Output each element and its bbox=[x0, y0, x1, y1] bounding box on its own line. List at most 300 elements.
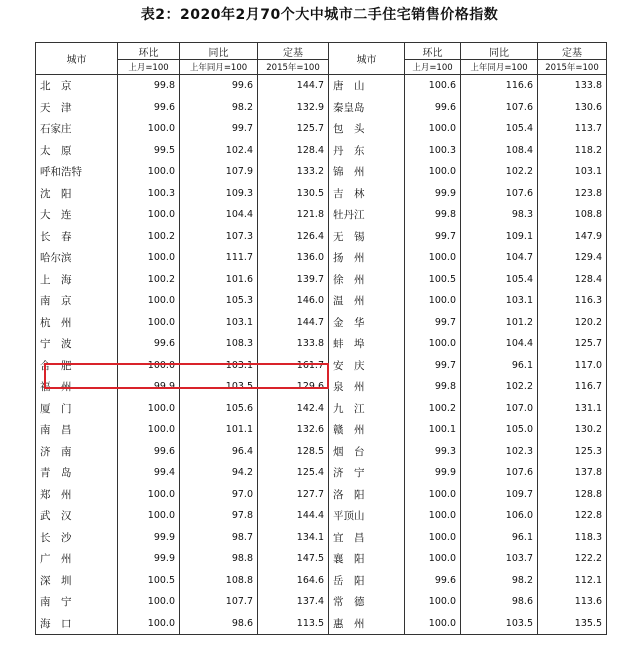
header-fixed-left: 定基 bbox=[258, 43, 329, 60]
yoy-value-right: 116.6 bbox=[461, 75, 538, 97]
mom-value-left: 100.0 bbox=[118, 419, 180, 441]
yoy-value-left: 98.6 bbox=[180, 613, 258, 635]
city-name-right bbox=[329, 290, 405, 312]
yoy-value-right: 105.0 bbox=[461, 419, 538, 441]
header-yoy-base-left: 上年同月=100 bbox=[180, 60, 258, 75]
fixed-value-right: 130.6 bbox=[538, 97, 607, 119]
mom-value-right: 100.0 bbox=[405, 290, 461, 312]
fixed-value-left: 147.5 bbox=[258, 548, 329, 570]
city-name-left bbox=[36, 140, 118, 162]
mom-value-left: 99.6 bbox=[118, 97, 180, 119]
mom-value-right: 99.3 bbox=[405, 441, 461, 463]
yoy-value-right: 105.4 bbox=[461, 118, 538, 140]
table-row bbox=[36, 484, 607, 506]
fixed-value-left: 113.5 bbox=[258, 613, 329, 635]
table-row bbox=[36, 398, 607, 420]
city-name-right bbox=[329, 226, 405, 248]
price-index-table bbox=[35, 42, 607, 635]
yoy-value-right: 103.1 bbox=[461, 290, 538, 312]
city-label: 无 锡 bbox=[333, 230, 365, 243]
mom-value-left: 99.9 bbox=[118, 376, 180, 398]
fixed-value-right: 122.2 bbox=[538, 548, 607, 570]
header-mom-right: 环比 bbox=[405, 43, 461, 60]
city-label: 唐 山 bbox=[333, 80, 365, 93]
city-label: 秦皇岛 bbox=[333, 101, 365, 114]
table-row bbox=[36, 75, 607, 97]
fixed-value-right: 113.7 bbox=[538, 118, 607, 140]
table-row bbox=[36, 462, 607, 484]
mom-value-left: 100.0 bbox=[118, 247, 180, 269]
header-yoy-base-right: 上年同月=100 bbox=[461, 60, 538, 75]
city-label: 温 州 bbox=[333, 295, 365, 308]
city-label: 南 昌 bbox=[40, 424, 72, 437]
table-row bbox=[36, 290, 607, 312]
city-name-right bbox=[329, 355, 405, 377]
city-name-right bbox=[329, 161, 405, 183]
city-label: 杭 州 bbox=[40, 316, 72, 329]
fixed-value-left: 134.1 bbox=[258, 527, 329, 549]
yoy-value-right: 102.3 bbox=[461, 441, 538, 463]
city-name-left bbox=[36, 398, 118, 420]
mom-value-left: 99.5 bbox=[118, 140, 180, 162]
mom-value-right: 100.1 bbox=[405, 419, 461, 441]
fixed-value-right: 103.1 bbox=[538, 161, 607, 183]
city-label: 襄 阳 bbox=[333, 553, 365, 566]
yoy-value-left: 109.3 bbox=[180, 183, 258, 205]
city-label: 呼和浩特 bbox=[40, 166, 82, 179]
mom-value-left: 100.0 bbox=[118, 591, 180, 613]
yoy-value-right: 108.4 bbox=[461, 140, 538, 162]
mom-value-left: 99.9 bbox=[118, 548, 180, 570]
header-city-right: 城市 bbox=[329, 43, 405, 75]
fixed-value-right: 118.2 bbox=[538, 140, 607, 162]
city-name-right bbox=[329, 591, 405, 613]
city-name-left bbox=[36, 613, 118, 635]
yoy-value-right: 104.7 bbox=[461, 247, 538, 269]
fixed-value-left: 137.4 bbox=[258, 591, 329, 613]
city-label: 沈 阳 bbox=[40, 187, 72, 200]
city-label: 长 春 bbox=[40, 230, 72, 243]
yoy-value-left: 103.1 bbox=[180, 312, 258, 334]
yoy-value-left: 107.3 bbox=[180, 226, 258, 248]
fixed-value-right: 117.0 bbox=[538, 355, 607, 377]
mom-value-right: 100.3 bbox=[405, 140, 461, 162]
city-name-left bbox=[36, 462, 118, 484]
mom-value-right: 99.6 bbox=[405, 97, 461, 119]
table-row bbox=[36, 97, 607, 119]
city-name-left bbox=[36, 548, 118, 570]
city-name-left bbox=[36, 527, 118, 549]
yoy-value-right: 104.4 bbox=[461, 333, 538, 355]
yoy-value-left: 98.8 bbox=[180, 548, 258, 570]
fixed-value-left: 126.4 bbox=[258, 226, 329, 248]
table-row bbox=[36, 312, 607, 334]
fixed-value-right: 112.1 bbox=[538, 570, 607, 592]
city-name-right bbox=[329, 462, 405, 484]
city-label: 平顶山 bbox=[333, 510, 365, 523]
yoy-value-right: 109.7 bbox=[461, 484, 538, 506]
fixed-value-left: 144.7 bbox=[258, 312, 329, 334]
mom-value-left: 100.0 bbox=[118, 312, 180, 334]
fixed-value-left: 125.7 bbox=[258, 118, 329, 140]
fixed-value-right: 122.8 bbox=[538, 505, 607, 527]
yoy-value-right: 109.1 bbox=[461, 226, 538, 248]
city-label: 长 沙 bbox=[40, 531, 72, 544]
fixed-value-left: 129.6 bbox=[258, 376, 329, 398]
yoy-value-right: 103.7 bbox=[461, 548, 538, 570]
fixed-value-left: 144.7 bbox=[258, 75, 329, 97]
city-label: 哈尔滨 bbox=[40, 252, 72, 265]
fixed-value-left: 139.7 bbox=[258, 269, 329, 291]
fixed-value-right: 113.6 bbox=[538, 591, 607, 613]
header-mom-base-right: 上月=100 bbox=[405, 60, 461, 75]
table-row bbox=[36, 441, 607, 463]
header-mom-base-left: 上月=100 bbox=[118, 60, 180, 75]
yoy-value-left: 105.3 bbox=[180, 290, 258, 312]
city-label: 上 海 bbox=[40, 273, 72, 286]
header-fixed-base-right: 2015年=100 bbox=[538, 60, 607, 75]
yoy-value-left: 108.8 bbox=[180, 570, 258, 592]
city-name-right bbox=[329, 548, 405, 570]
city-name-left bbox=[36, 269, 118, 291]
city-label: 南 宁 bbox=[40, 596, 72, 609]
yoy-value-left: 105.6 bbox=[180, 398, 258, 420]
city-label: 洛 阳 bbox=[333, 488, 365, 501]
fixed-value-left: 132.9 bbox=[258, 97, 329, 119]
city-name-left bbox=[36, 376, 118, 398]
yoy-value-right: 98.3 bbox=[461, 204, 538, 226]
fixed-value-left: 136.0 bbox=[258, 247, 329, 269]
city-label: 宁 波 bbox=[40, 338, 72, 351]
fixed-value-right: 108.8 bbox=[538, 204, 607, 226]
fixed-value-right: 123.8 bbox=[538, 183, 607, 205]
city-label: 石家庄 bbox=[40, 123, 72, 136]
city-name-left bbox=[36, 75, 118, 97]
mom-value-left: 100.2 bbox=[118, 226, 180, 248]
mom-value-right: 100.0 bbox=[405, 591, 461, 613]
mom-value-left: 100.0 bbox=[118, 398, 180, 420]
mom-value-left: 99.6 bbox=[118, 441, 180, 463]
city-label: 蚌 埠 bbox=[333, 338, 365, 351]
city-name-right bbox=[329, 419, 405, 441]
mom-value-left: 100.0 bbox=[118, 118, 180, 140]
yoy-value-left: 94.2 bbox=[180, 462, 258, 484]
fixed-value-right: 130.2 bbox=[538, 419, 607, 441]
table-row bbox=[36, 269, 607, 291]
table-row bbox=[36, 505, 607, 527]
yoy-value-left: 103.1 bbox=[180, 355, 258, 377]
city-label: 安 庆 bbox=[333, 359, 365, 372]
mom-value-right: 99.9 bbox=[405, 183, 461, 205]
mom-value-right: 100.0 bbox=[405, 118, 461, 140]
yoy-value-right: 98.2 bbox=[461, 570, 538, 592]
table-row bbox=[36, 419, 607, 441]
city-label: 太 原 bbox=[40, 144, 72, 157]
yoy-value-right: 106.0 bbox=[461, 505, 538, 527]
city-name-right bbox=[329, 247, 405, 269]
mom-value-left: 99.8 bbox=[118, 75, 180, 97]
fixed-value-left: 121.8 bbox=[258, 204, 329, 226]
city-label: 济 宁 bbox=[333, 467, 365, 480]
fixed-value-left: 142.4 bbox=[258, 398, 329, 420]
city-label: 牡丹江 bbox=[333, 209, 365, 222]
header-yoy-left: 同比 bbox=[180, 43, 258, 60]
city-label: 徐 州 bbox=[333, 273, 365, 286]
city-label: 九 江 bbox=[333, 402, 365, 415]
fixed-value-right: 137.8 bbox=[538, 462, 607, 484]
city-name-right bbox=[329, 613, 405, 635]
mom-value-right: 100.6 bbox=[405, 75, 461, 97]
mom-value-left: 100.2 bbox=[118, 269, 180, 291]
yoy-value-left: 97.0 bbox=[180, 484, 258, 506]
mom-value-right: 99.7 bbox=[405, 226, 461, 248]
header-mom-left: 环比 bbox=[118, 43, 180, 60]
mom-value-right: 99.7 bbox=[405, 355, 461, 377]
header-yoy-right: 同比 bbox=[461, 43, 538, 60]
table-row bbox=[36, 161, 607, 183]
table-row bbox=[36, 333, 607, 355]
mom-value-right: 100.0 bbox=[405, 505, 461, 527]
mom-value-left: 100.0 bbox=[118, 204, 180, 226]
fixed-value-left: 125.4 bbox=[258, 462, 329, 484]
city-label: 泉 州 bbox=[333, 381, 365, 394]
yoy-value-right: 96.1 bbox=[461, 355, 538, 377]
fixed-value-right: 120.2 bbox=[538, 312, 607, 334]
city-name-right bbox=[329, 312, 405, 334]
yoy-value-right: 102.2 bbox=[461, 376, 538, 398]
city-name-left bbox=[36, 226, 118, 248]
city-name-left bbox=[36, 570, 118, 592]
yoy-value-right: 96.1 bbox=[461, 527, 538, 549]
city-label: 厦 门 bbox=[40, 402, 72, 415]
fixed-value-left: 128.5 bbox=[258, 441, 329, 463]
fixed-value-right: 118.3 bbox=[538, 527, 607, 549]
city-name-left bbox=[36, 204, 118, 226]
yoy-value-left: 101.1 bbox=[180, 419, 258, 441]
city-name-left bbox=[36, 484, 118, 506]
city-name-right bbox=[329, 75, 405, 97]
fixed-value-right: 131.1 bbox=[538, 398, 607, 420]
table-row bbox=[36, 118, 607, 140]
city-label: 宜 昌 bbox=[333, 531, 365, 544]
city-label: 济 南 bbox=[40, 445, 72, 458]
mom-value-right: 100.0 bbox=[405, 484, 461, 506]
city-name-right bbox=[329, 204, 405, 226]
city-label: 南 京 bbox=[40, 295, 72, 308]
city-name-right bbox=[329, 484, 405, 506]
city-name-left bbox=[36, 355, 118, 377]
fixed-value-right: 129.4 bbox=[538, 247, 607, 269]
city-label: 海 口 bbox=[40, 617, 72, 630]
city-name-left bbox=[36, 161, 118, 183]
yoy-value-right: 102.2 bbox=[461, 161, 538, 183]
mom-value-right: 100.0 bbox=[405, 548, 461, 570]
mom-value-left: 100.0 bbox=[118, 505, 180, 527]
fixed-value-left: 130.5 bbox=[258, 183, 329, 205]
fixed-value-left: 144.4 bbox=[258, 505, 329, 527]
yoy-value-left: 104.4 bbox=[180, 204, 258, 226]
fixed-value-left: 146.0 bbox=[258, 290, 329, 312]
yoy-value-left: 96.4 bbox=[180, 441, 258, 463]
yoy-value-left: 98.7 bbox=[180, 527, 258, 549]
fixed-value-right: 147.9 bbox=[538, 226, 607, 248]
city-label: 天 津 bbox=[40, 101, 72, 114]
table-row bbox=[36, 226, 607, 248]
city-name-right bbox=[329, 97, 405, 119]
city-name-right bbox=[329, 505, 405, 527]
table-row bbox=[36, 247, 607, 269]
yoy-value-right: 101.2 bbox=[461, 312, 538, 334]
city-label: 青 岛 bbox=[40, 467, 72, 480]
city-label: 烟 台 bbox=[333, 445, 365, 458]
city-label: 包 头 bbox=[333, 123, 365, 136]
city-label: 武 汉 bbox=[40, 510, 72, 523]
mom-value-left: 100.0 bbox=[118, 161, 180, 183]
city-name-left bbox=[36, 441, 118, 463]
table-row bbox=[36, 140, 607, 162]
table-row bbox=[36, 613, 607, 635]
mom-value-left: 99.9 bbox=[118, 527, 180, 549]
fixed-value-left: 133.8 bbox=[258, 333, 329, 355]
city-label: 扬 州 bbox=[333, 252, 365, 265]
city-name-left bbox=[36, 118, 118, 140]
fixed-value-right: 125.3 bbox=[538, 441, 607, 463]
city-label: 吉 林 bbox=[333, 187, 365, 200]
city-label: 丹 东 bbox=[333, 144, 365, 157]
fixed-value-left: 161.7 bbox=[258, 355, 329, 377]
city-label: 郑 州 bbox=[40, 488, 72, 501]
fixed-value-right: 133.8 bbox=[538, 75, 607, 97]
mom-value-right: 99.8 bbox=[405, 204, 461, 226]
city-label: 福 州 bbox=[40, 381, 72, 394]
mom-value-left: 99.4 bbox=[118, 462, 180, 484]
yoy-value-left: 99.7 bbox=[180, 118, 258, 140]
fixed-value-right: 128.4 bbox=[538, 269, 607, 291]
mom-value-left: 100.0 bbox=[118, 613, 180, 635]
yoy-value-left: 98.2 bbox=[180, 97, 258, 119]
header-fixed-base-left: 2015年=100 bbox=[258, 60, 329, 75]
city-name-right bbox=[329, 376, 405, 398]
city-name-left bbox=[36, 290, 118, 312]
fixed-value-left: 132.6 bbox=[258, 419, 329, 441]
yoy-value-left: 108.3 bbox=[180, 333, 258, 355]
yoy-value-right: 107.6 bbox=[461, 462, 538, 484]
city-name-right bbox=[329, 183, 405, 205]
fixed-value-right: 135.5 bbox=[538, 613, 607, 635]
fixed-value-left: 127.7 bbox=[258, 484, 329, 506]
yoy-value-right: 107.0 bbox=[461, 398, 538, 420]
city-label: 金 华 bbox=[333, 316, 365, 329]
mom-value-right: 100.5 bbox=[405, 269, 461, 291]
yoy-value-right: 107.6 bbox=[461, 97, 538, 119]
mom-value-right: 99.9 bbox=[405, 462, 461, 484]
mom-value-right: 100.2 bbox=[405, 398, 461, 420]
table-title: 表2：2020年2月70个大中城市二手住宅销售价格指数 bbox=[140, 7, 499, 23]
city-name-right bbox=[329, 441, 405, 463]
city-name-right bbox=[329, 570, 405, 592]
yoy-value-left: 97.8 bbox=[180, 505, 258, 527]
mom-value-right: 100.0 bbox=[405, 527, 461, 549]
mom-value-left: 100.0 bbox=[118, 355, 180, 377]
fixed-value-right: 125.7 bbox=[538, 333, 607, 355]
fixed-value-right: 128.8 bbox=[538, 484, 607, 506]
mom-value-right: 100.0 bbox=[405, 333, 461, 355]
city-name-right bbox=[329, 269, 405, 291]
mom-value-right: 99.6 bbox=[405, 570, 461, 592]
city-name-left bbox=[36, 97, 118, 119]
mom-value-left: 100.0 bbox=[118, 484, 180, 506]
yoy-value-left: 107.9 bbox=[180, 161, 258, 183]
mom-value-left: 100.0 bbox=[118, 290, 180, 312]
table-row bbox=[36, 204, 607, 226]
table-row bbox=[36, 183, 607, 205]
city-name-left bbox=[36, 183, 118, 205]
yoy-value-left: 101.6 bbox=[180, 269, 258, 291]
city-label: 锦 州 bbox=[333, 166, 365, 179]
fixed-value-left: 128.4 bbox=[258, 140, 329, 162]
city-name-left bbox=[36, 419, 118, 441]
yoy-value-right: 103.5 bbox=[461, 613, 538, 635]
city-label: 北 京 bbox=[40, 80, 72, 93]
table-row bbox=[36, 591, 607, 613]
mom-value-left: 100.3 bbox=[118, 183, 180, 205]
table-row bbox=[36, 376, 607, 398]
mom-value-right: 100.0 bbox=[405, 247, 461, 269]
yoy-value-right: 107.6 bbox=[461, 183, 538, 205]
fixed-value-right: 116.3 bbox=[538, 290, 607, 312]
mom-value-left: 100.5 bbox=[118, 570, 180, 592]
city-name-right bbox=[329, 333, 405, 355]
mom-value-right: 99.8 bbox=[405, 376, 461, 398]
city-name-right bbox=[329, 118, 405, 140]
fixed-value-left: 164.6 bbox=[258, 570, 329, 592]
yoy-value-left: 107.7 bbox=[180, 591, 258, 613]
header-city-left: 城市 bbox=[36, 43, 118, 75]
city-name-left bbox=[36, 247, 118, 269]
mom-value-right: 100.0 bbox=[405, 613, 461, 635]
city-name-right bbox=[329, 527, 405, 549]
yoy-value-left: 99.6 bbox=[180, 75, 258, 97]
yoy-value-right: 105.4 bbox=[461, 269, 538, 291]
city-label: 合 肥 bbox=[40, 359, 72, 372]
city-name-right bbox=[329, 140, 405, 162]
table-row bbox=[36, 570, 607, 592]
yoy-value-left: 102.4 bbox=[180, 140, 258, 162]
city-label: 惠 州 bbox=[333, 617, 365, 630]
city-label: 赣 州 bbox=[333, 424, 365, 437]
table-row bbox=[36, 527, 607, 549]
fixed-value-left: 133.2 bbox=[258, 161, 329, 183]
mom-value-left: 99.6 bbox=[118, 333, 180, 355]
yoy-value-left: 111.7 bbox=[180, 247, 258, 269]
city-name-left bbox=[36, 333, 118, 355]
mom-value-right: 99.7 bbox=[405, 312, 461, 334]
yoy-value-left: 103.5 bbox=[180, 376, 258, 398]
city-name-left bbox=[36, 505, 118, 527]
city-name-right bbox=[329, 398, 405, 420]
city-name-left bbox=[36, 591, 118, 613]
yoy-value-right: 98.6 bbox=[461, 591, 538, 613]
city-label: 常 德 bbox=[333, 596, 365, 609]
table-body bbox=[36, 75, 607, 635]
city-label: 岳 阳 bbox=[333, 574, 365, 587]
fixed-value-right: 116.7 bbox=[538, 376, 607, 398]
mom-value-right: 100.0 bbox=[405, 161, 461, 183]
table-row bbox=[36, 548, 607, 570]
city-label: 大 连 bbox=[40, 209, 72, 222]
city-label: 深 圳 bbox=[40, 574, 72, 587]
city-name-left bbox=[36, 312, 118, 334]
